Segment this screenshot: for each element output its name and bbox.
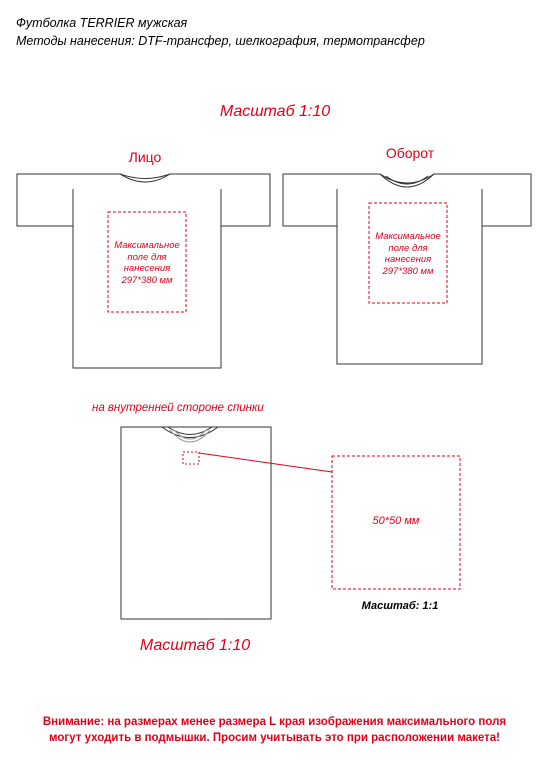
inner-collar-shade <box>170 430 210 442</box>
back-label: Оборот <box>385 145 435 161</box>
back-field-text: Максимальное поле для нанесения 297*380 мм <box>375 231 441 277</box>
front-field-text: Максимальное поле для нанесения 297*380 мм <box>114 240 180 286</box>
zoom-scale-label: Масштаб: 1:1 <box>361 600 439 612</box>
zoom-field-text: 50*50 мм <box>372 515 420 527</box>
warning-line-2: могут уходить в подмышки. Просим учитывать это при расположении макета! <box>49 732 500 744</box>
application-methods: Методы нанесения: DTF-трансфер, шелкография, термотрансфер <box>16 34 425 48</box>
zoom-connector-line <box>199 453 332 472</box>
inner-back-outline <box>121 427 271 619</box>
scale-label-top: Масштаб 1:10 <box>219 103 331 120</box>
product-title: Футболка TERRIER мужская <box>16 16 188 30</box>
warning-line-1: Внимание: на размерах менее размера L края изображения максимального поля <box>42 716 507 728</box>
scale-label-bottom: Масштаб 1:10 <box>139 637 251 654</box>
inner-label-field <box>183 452 199 464</box>
inner-back-label: на внутренней стороне спинки <box>92 402 264 414</box>
front-label: Лицо <box>128 149 162 165</box>
